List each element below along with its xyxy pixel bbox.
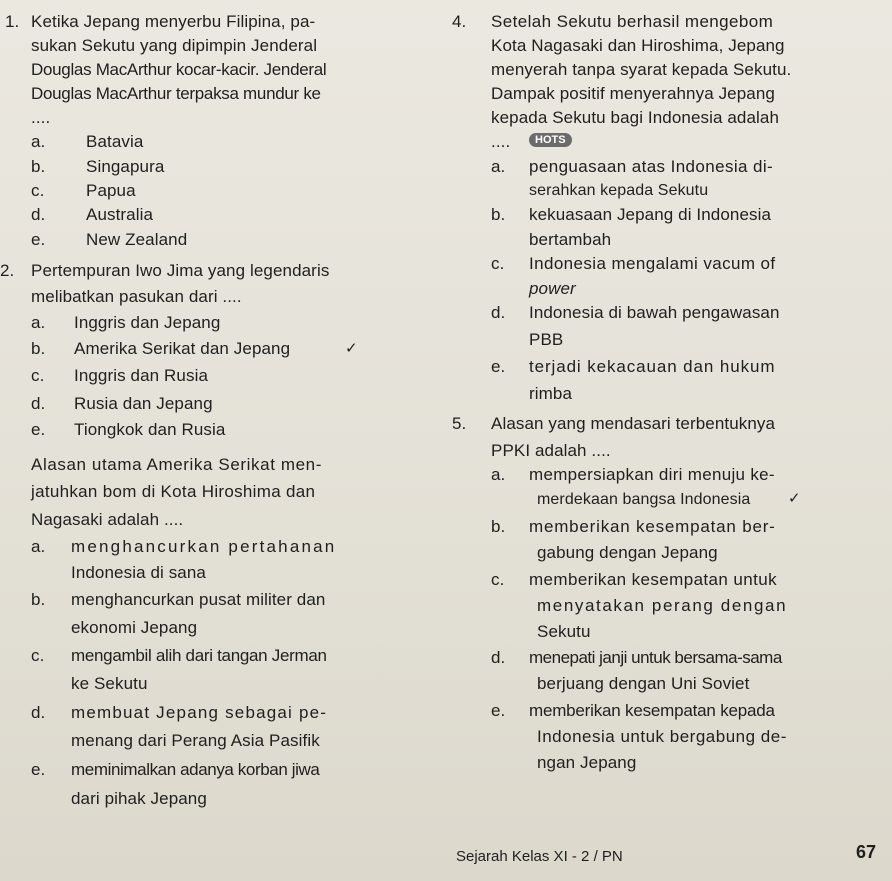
q3-option-d-line-2: menang dari Perang Asia Pasifik [71, 731, 320, 750]
q3-option-b-line-2: ekonomi Jepang [71, 618, 198, 637]
q3-option-b-letter: b. [31, 590, 46, 609]
q4-option-c-letter: c. [491, 254, 505, 273]
q5-option-d-line-2: berjuang dengan Uni Soviet [537, 674, 750, 693]
hots-badge: HOTS [529, 133, 572, 147]
q1-number: 1. [5, 12, 20, 31]
q4-option-c-line-2: power [529, 279, 576, 298]
q4-line-5: kepada Sekutu bagi Indonesia adalah [491, 108, 780, 127]
q5-option-c-line-2: menyatakan perang dengan [537, 596, 788, 615]
q4-line-1: Setelah Sekutu berhasil mengebom [491, 12, 774, 31]
q3-option-e-letter: e. [31, 760, 46, 779]
q2-option-e-text: Tiongkok dan Rusia [74, 420, 226, 439]
q2-checkmark: ✓ [345, 340, 358, 357]
q4-option-d-line-2: PBB [529, 330, 564, 349]
q5-option-b-line-2: gabung dengan Jepang [537, 543, 718, 562]
q1-option-b-text: Singapura [86, 157, 165, 176]
q1-option-a-letter: a. [31, 132, 46, 151]
q2-option-a-letter: a. [31, 313, 46, 332]
q4-option-d-letter: d. [491, 303, 506, 322]
q2-option-d-letter: d. [31, 394, 46, 413]
q1-option-d-text: Australia [86, 205, 154, 224]
q2-option-b-letter: b. [31, 339, 46, 358]
q4-option-b-letter: b. [491, 205, 506, 224]
q4-option-b-line-1: kekuasaan Jepang di Indonesia [529, 205, 772, 224]
q1-option-c-text: Papua [86, 181, 136, 200]
q1-line-1: Ketika Jepang menyerbu Filipina, pa- [31, 12, 316, 31]
q3-option-d-letter: d. [31, 703, 46, 722]
q1-option-a-text: Batavia [86, 132, 144, 151]
q5-option-e-line-3: ngan Jepang [537, 753, 637, 772]
q2-option-d-text: Rusia dan Jepang [74, 394, 213, 413]
q5-number: 5. [452, 414, 467, 433]
q2-line-1: Pertempuran Iwo Jima yang legendaris [31, 261, 330, 280]
q4-option-a-line-2: serahkan kepada Sekutu [529, 182, 709, 199]
q1-option-d-letter: d. [31, 205, 46, 224]
q3-option-c-line-2: ke Sekutu [71, 674, 148, 693]
q4-option-e-line-2: rimba [529, 384, 573, 403]
q3-option-c-letter: c. [31, 646, 45, 665]
q5-line-1: Alasan yang mendasari terbentuknya [491, 414, 776, 433]
q3-option-a-line-2: Indonesia di sana [71, 563, 206, 582]
q1-option-c-letter: c. [31, 181, 45, 200]
q4-line-2: Kota Nagasaki dan Hiroshima, Jepang [491, 36, 785, 55]
q1-line-3: Douglas MacArthur kocar-kacir. Jenderal [31, 60, 327, 79]
q1-option-e-letter: e. [31, 230, 46, 249]
q4-option-e-line-1: terjadi kekacauan dan hukum [529, 357, 776, 376]
q3-option-a-letter: a. [31, 537, 46, 556]
q3-line-3: Nagasaki adalah .... [31, 510, 184, 529]
q5-option-c-letter: c. [491, 570, 505, 589]
q4-line-3: menyerah tanpa syarat kepada Sekutu. [491, 60, 792, 79]
q2-option-c-text: Inggris dan Rusia [74, 366, 208, 385]
q1-line-5: .... [31, 108, 51, 127]
q5-option-a-line-1: mempersiapkan diri menuju ke- [529, 465, 775, 484]
q5-option-a-line-2: merdekaan bangsa Indonesia [537, 491, 751, 508]
q3-line-2: jatuhkan bom di Kota Hiroshima dan [31, 482, 316, 501]
q5-option-b-letter: b. [491, 517, 506, 536]
q5-option-b-line-1: memberikan kesempatan ber- [529, 517, 776, 536]
q4-number: 4. [452, 12, 467, 31]
page-number: 67 [856, 842, 877, 862]
footer-book-title: Sejarah Kelas XI - 2 / PN [456, 848, 623, 865]
q1-line-4: Douglas MacArthur terpaksa mundur ke [31, 84, 321, 103]
q3-line-1: Alasan utama Amerika Serikat men- [31, 455, 322, 474]
q5-option-d-line-1: menepati janji untuk bersama-sama [529, 648, 782, 667]
q5-option-e-letter: e. [491, 701, 506, 720]
q4-option-a-line-1: penguasaan atas Indonesia di- [529, 157, 774, 176]
q4-line-6: .... [491, 132, 511, 151]
q1-option-e-text: New Zealand [86, 230, 188, 249]
q3-option-e-line-1: meminimalkan adanya korban jiwa [71, 760, 320, 779]
q5-option-e-line-2: Indonesia untuk bergabung de- [537, 727, 787, 746]
q4-option-c-line-1: Indonesia mengalami vacum of [529, 254, 776, 273]
q4-option-d-line-1: Indonesia di bawah pengawasan [529, 303, 780, 322]
q4-line-4: Dampak positif menyerahnya Jepang [491, 84, 775, 103]
q5-option-d-letter: d. [491, 648, 506, 667]
q3-option-a-line-1: menghancurkan pertahanan [71, 537, 337, 556]
q2-option-a-text: Inggris dan Jepang [74, 313, 221, 332]
q5-option-a-letter: a. [491, 465, 506, 484]
q4-option-a-letter: a. [491, 157, 506, 176]
q3-option-b-line-1: menghancurkan pusat militer dan [71, 590, 326, 609]
q4-option-e-letter: e. [491, 357, 506, 376]
q2-option-b-text: Amerika Serikat dan Jepang [74, 339, 291, 358]
q2-option-c-letter: c. [31, 366, 45, 385]
q5-option-e-line-1: memberikan kesempatan kepada [529, 701, 775, 720]
q5-checkmark: ✓ [788, 490, 801, 507]
q4-option-b-line-2: bertambah [529, 230, 612, 249]
q5-option-c-line-3: Sekutu [537, 622, 591, 641]
q5-option-c-line-1: memberikan kesempatan untuk [529, 570, 777, 589]
q5-line-2: PPKI adalah .... [491, 441, 611, 460]
q1-line-2: sukan Sekutu yang dipimpin Jenderal [31, 36, 318, 55]
q3-option-d-line-1: membuat Jepang sebagai pe- [71, 703, 328, 722]
q2-line-2: melibatkan pasukan dari .... [31, 287, 242, 306]
q2-option-e-letter: e. [31, 420, 46, 439]
q3-option-c-line-1: mengambil alih dari tangan Jerman [71, 646, 327, 665]
q2-number: 2. [0, 261, 15, 280]
q1-option-b-letter: b. [31, 157, 46, 176]
q3-option-e-line-2: dari pihak Jepang [71, 789, 207, 808]
